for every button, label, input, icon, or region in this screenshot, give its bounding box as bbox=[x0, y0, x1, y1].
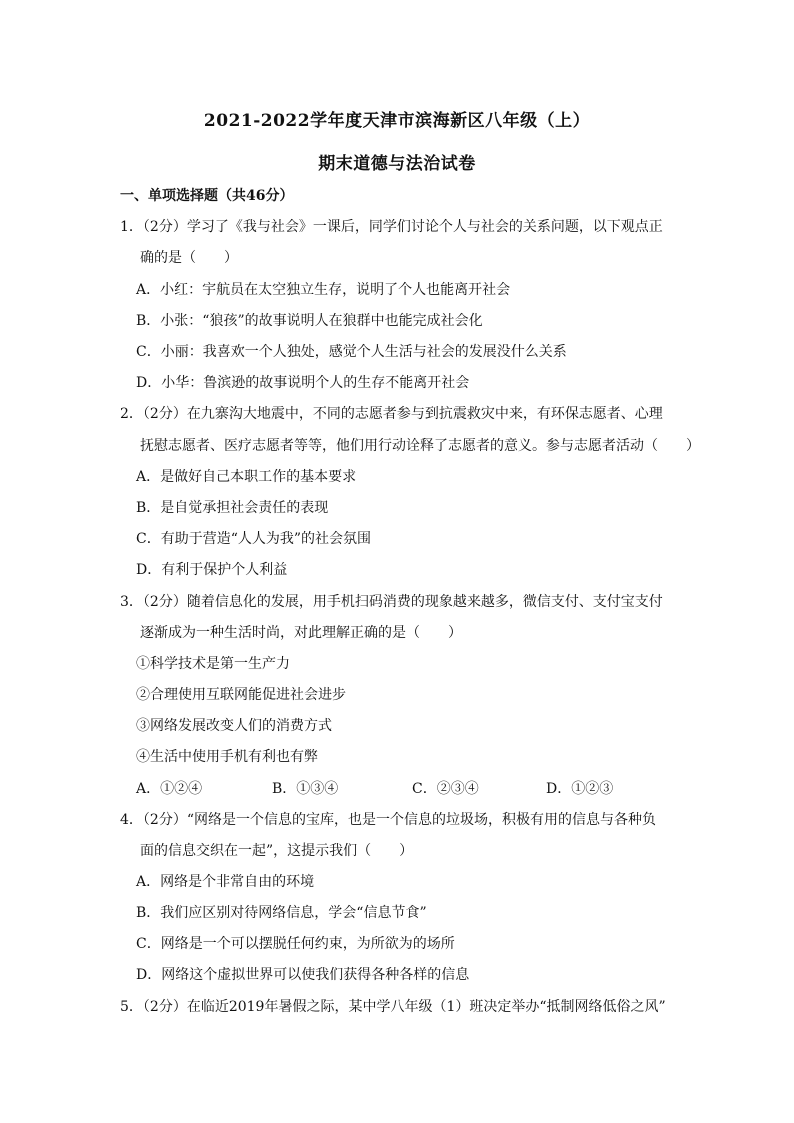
q4-stem-line2: 面的信息交织在一起”，这提示我们（ ） bbox=[140, 843, 414, 859]
section-heading: 一、单项选择题（共46分） bbox=[120, 188, 294, 204]
q1-option-c: C．小丽：我喜欢一个人独处，感觉个人生活与社会的发展没什么关系 bbox=[136, 344, 567, 360]
q2-option-b: B．是自觉承担社会责任的表现 bbox=[136, 500, 329, 516]
exam-title: 2021-2022学年度天津市滨海新区八年级（上） bbox=[203, 111, 591, 131]
q1-option-a: A．小红：宇航员在太空独立生存，说明了个人也能离开社会 bbox=[136, 282, 511, 298]
q2-stem-line1: 2．（2分）在九寨沟大地震中，不同的志愿者参与到抗震救灾中来，有环保志愿者、心理 bbox=[120, 406, 663, 422]
q4-option-a: A．网络是个非常自由的环境 bbox=[136, 874, 315, 890]
q2-stem-line2: 抚慰志愿者、医疗志愿者等等，他们用行动诠释了志愿者的意义。参与志愿者活动（ ） bbox=[140, 438, 700, 454]
q4-option-b: B．我们应区别对待网络信息，学会“信息节食” bbox=[136, 905, 427, 921]
q3-option-d: D．①②③ bbox=[546, 781, 614, 797]
q3-option-a: A．①②④ bbox=[136, 781, 203, 797]
q1-stem-line1: 1．（2分）学习了《我与社会》一课后，同学们讨论个人与社会的关系问题，以下观点正 bbox=[120, 219, 663, 235]
q4-stem-line1: 4．（2分）“网络是一个信息的宝库，也是一个信息的垃圾场，积极有用的信息与各种负 bbox=[120, 812, 656, 828]
q4-option-c: C．网络是一个可以摆脱任何约束，为所欲为的场所 bbox=[136, 936, 455, 952]
q2-option-c: C．有助于营造“人人为我”的社会氛围 bbox=[136, 531, 372, 547]
q2-option-d: D．有利于保护个人利益 bbox=[136, 562, 288, 578]
q3-stem-line2: 逐渐成为一种生活时尚，对此理解正确的是（ ） bbox=[140, 625, 462, 641]
q5-stem-line1: 5．（2分）在临近2019年暑假之际，某中学八年级（1）班决定举办“抵制网络低俗之风” bbox=[120, 999, 666, 1015]
q2-option-a: A．是做好自己本职工作的基本要求 bbox=[136, 469, 357, 485]
q4-option-d: D．网络这个虚拟世界可以使我们获得各种各样的信息 bbox=[136, 967, 470, 983]
q3-stem-line1: 3．（2分）随着信息化的发展，用手机扫码消费的现象越来越多，微信支付、支付宝支付 bbox=[120, 594, 663, 610]
q3-statement-3: ③网络发展改变人们的消费方式 bbox=[136, 718, 332, 734]
q3-option-c: C．②③④ bbox=[412, 781, 479, 797]
q3-statement-1: ①科学技术是第一生产力 bbox=[136, 656, 290, 672]
q1-stem-line2: 确的是（ ） bbox=[140, 250, 238, 266]
exam-subtitle: 期末道德与法治试卷 bbox=[318, 154, 476, 174]
q3-statement-4: ④生活中使用手机有利也有弊 bbox=[136, 749, 318, 765]
q3-statement-2: ②合理使用互联网能促进社会进步 bbox=[136, 687, 346, 703]
q1-option-d: D．小华：鲁滨逊的故事说明个人的生存不能离开社会 bbox=[136, 375, 470, 391]
q1-option-b: B．小张：“狼孩”的故事说明人在狼群中也能完成社会化 bbox=[136, 313, 483, 329]
q3-option-b: B．①③④ bbox=[272, 781, 339, 797]
